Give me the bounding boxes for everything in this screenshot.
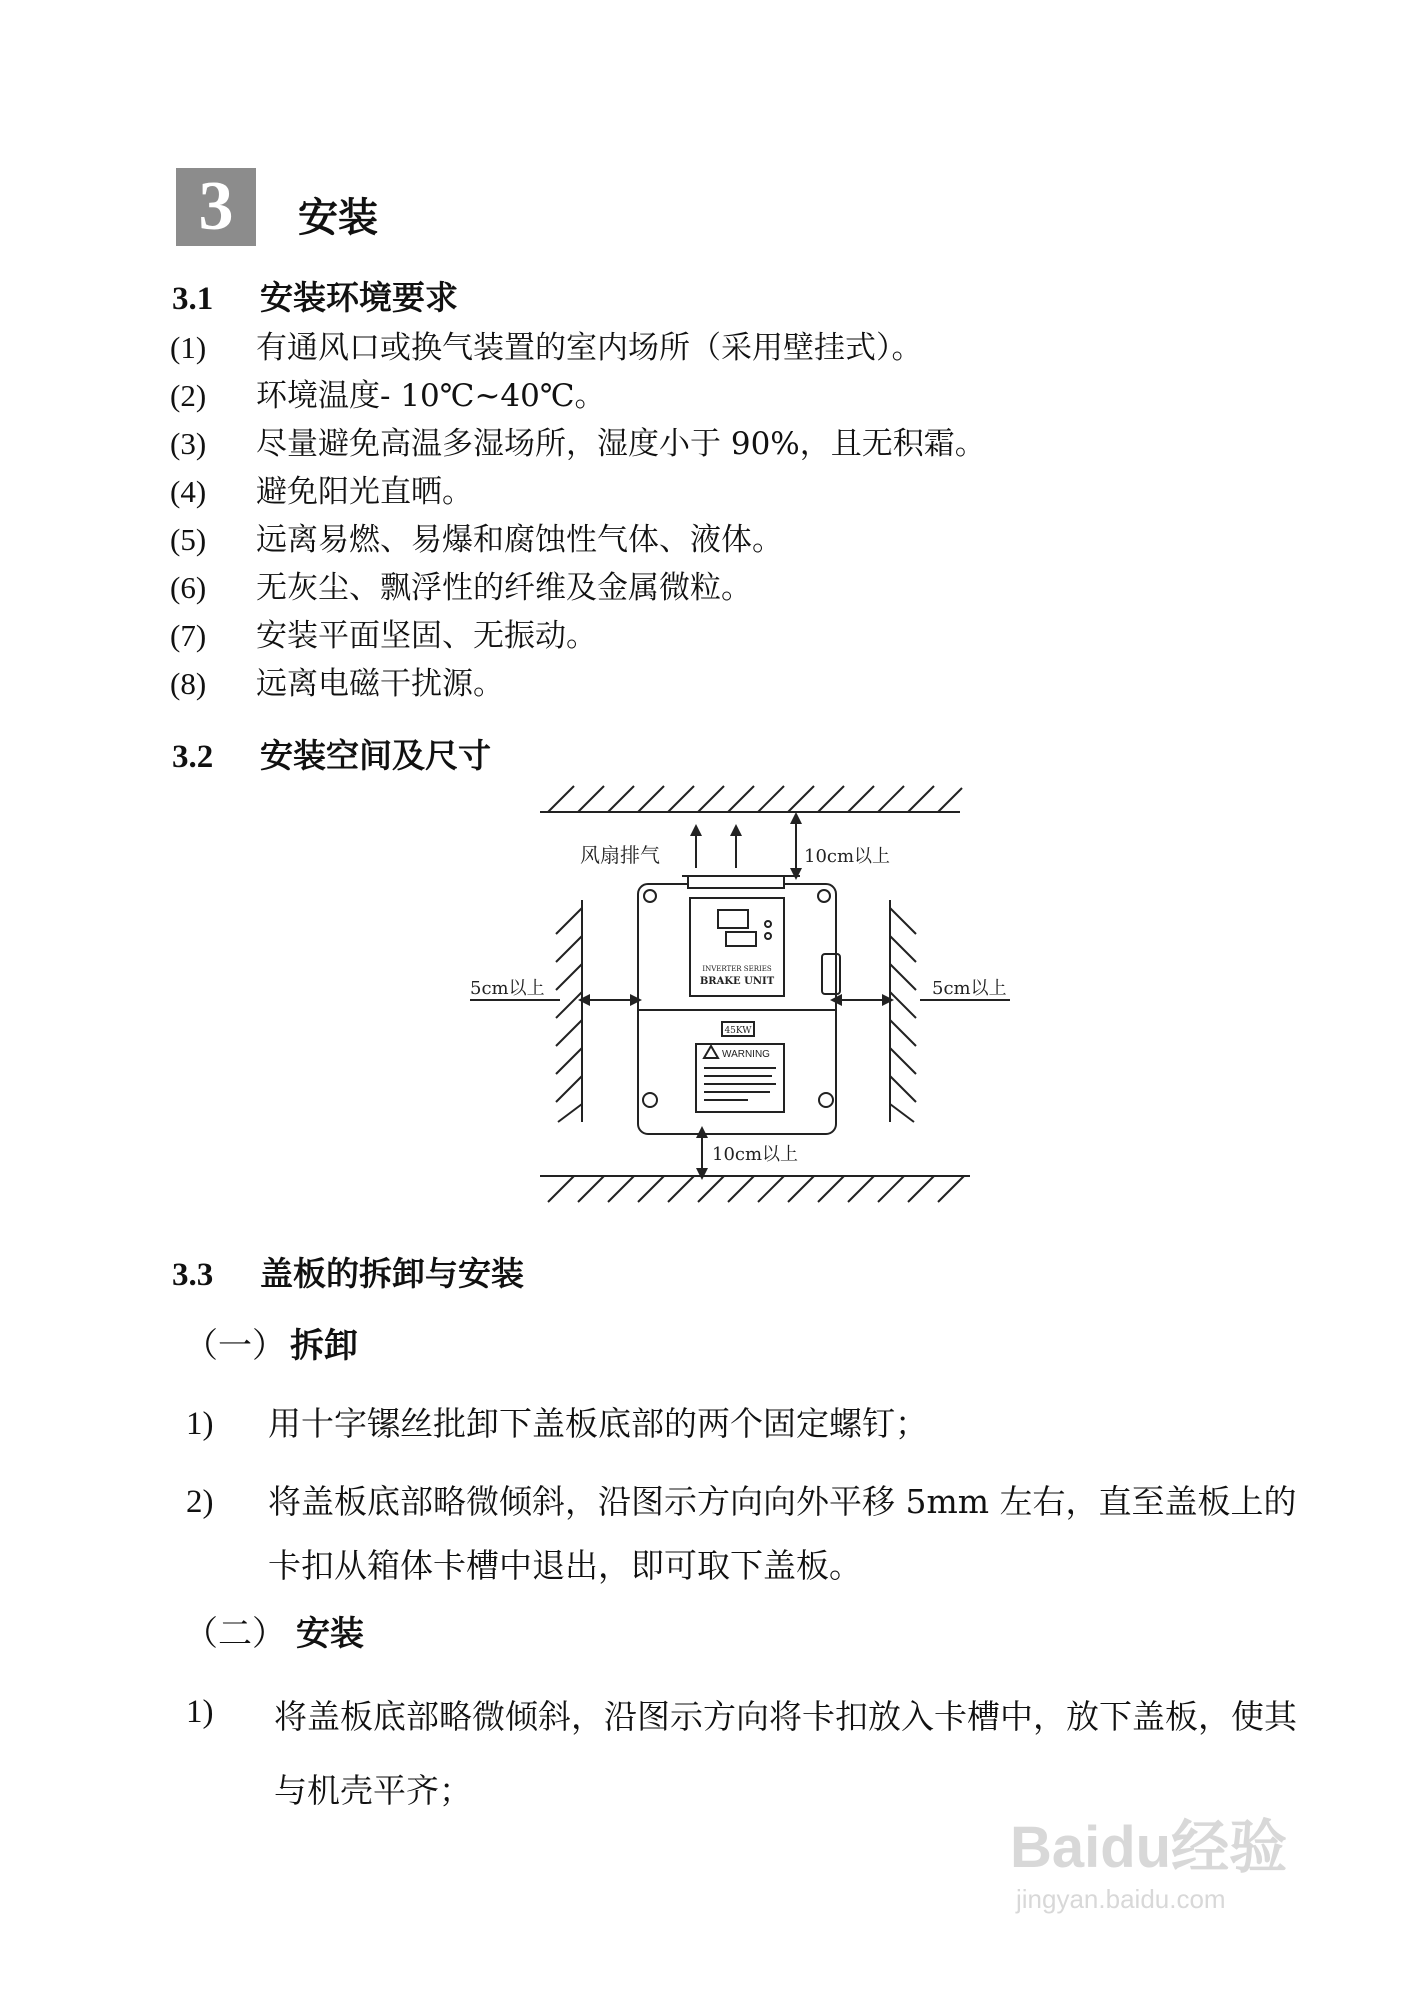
list-item-number: (3) (170, 426, 207, 461)
left-clearance-label: 5cm以上 (470, 978, 545, 999)
indicator-led (765, 921, 771, 927)
chapter-number-box: 3 (176, 168, 256, 246)
list-item-number: (4) (170, 474, 207, 509)
list-item (170, 418, 986, 463)
subheading-number: （一） (184, 1326, 286, 1366)
watermark-logo-text: Baidu经验 (1010, 1815, 1288, 1880)
series-text: INVERTER SERIES (702, 965, 772, 973)
section-title: 盖板的拆卸与安装 (260, 1254, 524, 1293)
bottom-wall-hatching (548, 1176, 964, 1202)
list-item (170, 610, 597, 655)
list-item-text: 有通风口或换气装置的室内场所（采用壁挂式）。 (256, 330, 923, 366)
step-text: 将盖板底部略微倾斜，沿图示方向将卡扣放入卡槽中，放下盖板，使其与机壳平齐； (274, 1697, 1297, 1810)
unit-name-text: BRAKE UNIT (699, 976, 775, 987)
list-item-text: 环境温度- 10℃~40℃。 (256, 378, 606, 414)
section-heading-3-3 (172, 1248, 524, 1295)
right-clearance-label: 5cm以上 (932, 978, 1007, 999)
list-item (170, 322, 923, 367)
list-item-text: 避免阳光直晒。 (256, 474, 473, 510)
section-heading-3-2 (172, 730, 491, 777)
step-item (186, 1392, 1368, 1456)
subheading-title: 拆卸 (290, 1326, 358, 1366)
list-item (170, 370, 606, 415)
display-window (726, 932, 756, 946)
chapter-title: 安装 (298, 194, 378, 241)
bottom-screw (819, 1093, 833, 1107)
warning-icon (704, 1046, 718, 1058)
top-vent (688, 876, 784, 888)
step-number: 1) (186, 1694, 214, 1730)
list-item-text: 远离电磁干扰源。 (256, 666, 504, 702)
list-item-text: 安装平面坚固、无振动。 (256, 618, 597, 654)
list-item-number: (7) (170, 618, 207, 653)
power-label-text: 45KW (724, 1026, 752, 1036)
fan-exhaust-label: 风扇排气 (580, 843, 660, 867)
left-wall-hatching (556, 908, 582, 1122)
section-number: 3.3 (172, 1257, 214, 1293)
list-item-number: (8) (170, 666, 207, 701)
list-item (170, 514, 783, 559)
list-item (170, 562, 752, 607)
indicator-led (765, 933, 771, 939)
subheading-title: 安装 (296, 1614, 364, 1654)
section-title: 安装空间及尺寸 (260, 736, 491, 775)
section-number: 3.1 (172, 281, 214, 317)
subheading-install (184, 1606, 364, 1655)
corner-screw (818, 890, 830, 902)
right-wall-hatching (890, 908, 916, 1122)
list-item-number: (5) (170, 522, 207, 557)
side-handle (822, 954, 840, 994)
top-clearance-label: 10cm以上 (804, 846, 891, 867)
section-heading-3-1 (172, 272, 458, 319)
step-number: 1) (186, 1406, 214, 1442)
power-label-box (722, 1022, 754, 1036)
watermark-url: jingyan.baidu.com (1016, 1884, 1226, 1914)
warning-label-box (696, 1044, 784, 1112)
bottom-screw (643, 1093, 657, 1107)
subheading-removal (184, 1318, 358, 1367)
subheading-number: （二） (184, 1614, 286, 1654)
list-item-number: (2) (170, 378, 207, 413)
bottom-clearance-label: 10cm以上 (712, 1144, 799, 1165)
list-item-text: 尽量避免高温多湿场所，湿度小于 90%，且无积霜。 (256, 426, 986, 462)
list-item-text: 无灰尘、飘浮性的纤维及金属微粒。 (256, 570, 752, 606)
list-item (170, 466, 473, 511)
step-number: 2) (186, 1484, 214, 1520)
step-item (186, 1470, 1298, 1598)
warning-label-text: WARNING (722, 1049, 770, 1060)
list-item (170, 658, 504, 703)
list-item-number: (6) (170, 570, 207, 605)
list-item-text: 远离易燃、易爆和腐蚀性气体、液体。 (256, 522, 783, 558)
section-title: 安装环境要求 (260, 278, 458, 317)
section-number: 3.2 (172, 739, 214, 775)
corner-screw (644, 890, 656, 902)
front-panel (690, 898, 784, 996)
step-text: 将盖板底部略微倾斜，沿图示方向向外平移 5mm 左右，直至盖板上的卡扣从箱体卡槽中退出，即可取下盖板。 (268, 1482, 1297, 1585)
logo-mark (718, 910, 748, 928)
top-wall-hatching (548, 786, 962, 812)
baidu-watermark (1010, 1800, 1287, 1915)
list-item-number: (1) (170, 330, 207, 365)
step-text: 用十字镙丝批卸下盖板底部的两个固定螺钉； (268, 1404, 928, 1443)
brake-unit-body (638, 884, 836, 1134)
